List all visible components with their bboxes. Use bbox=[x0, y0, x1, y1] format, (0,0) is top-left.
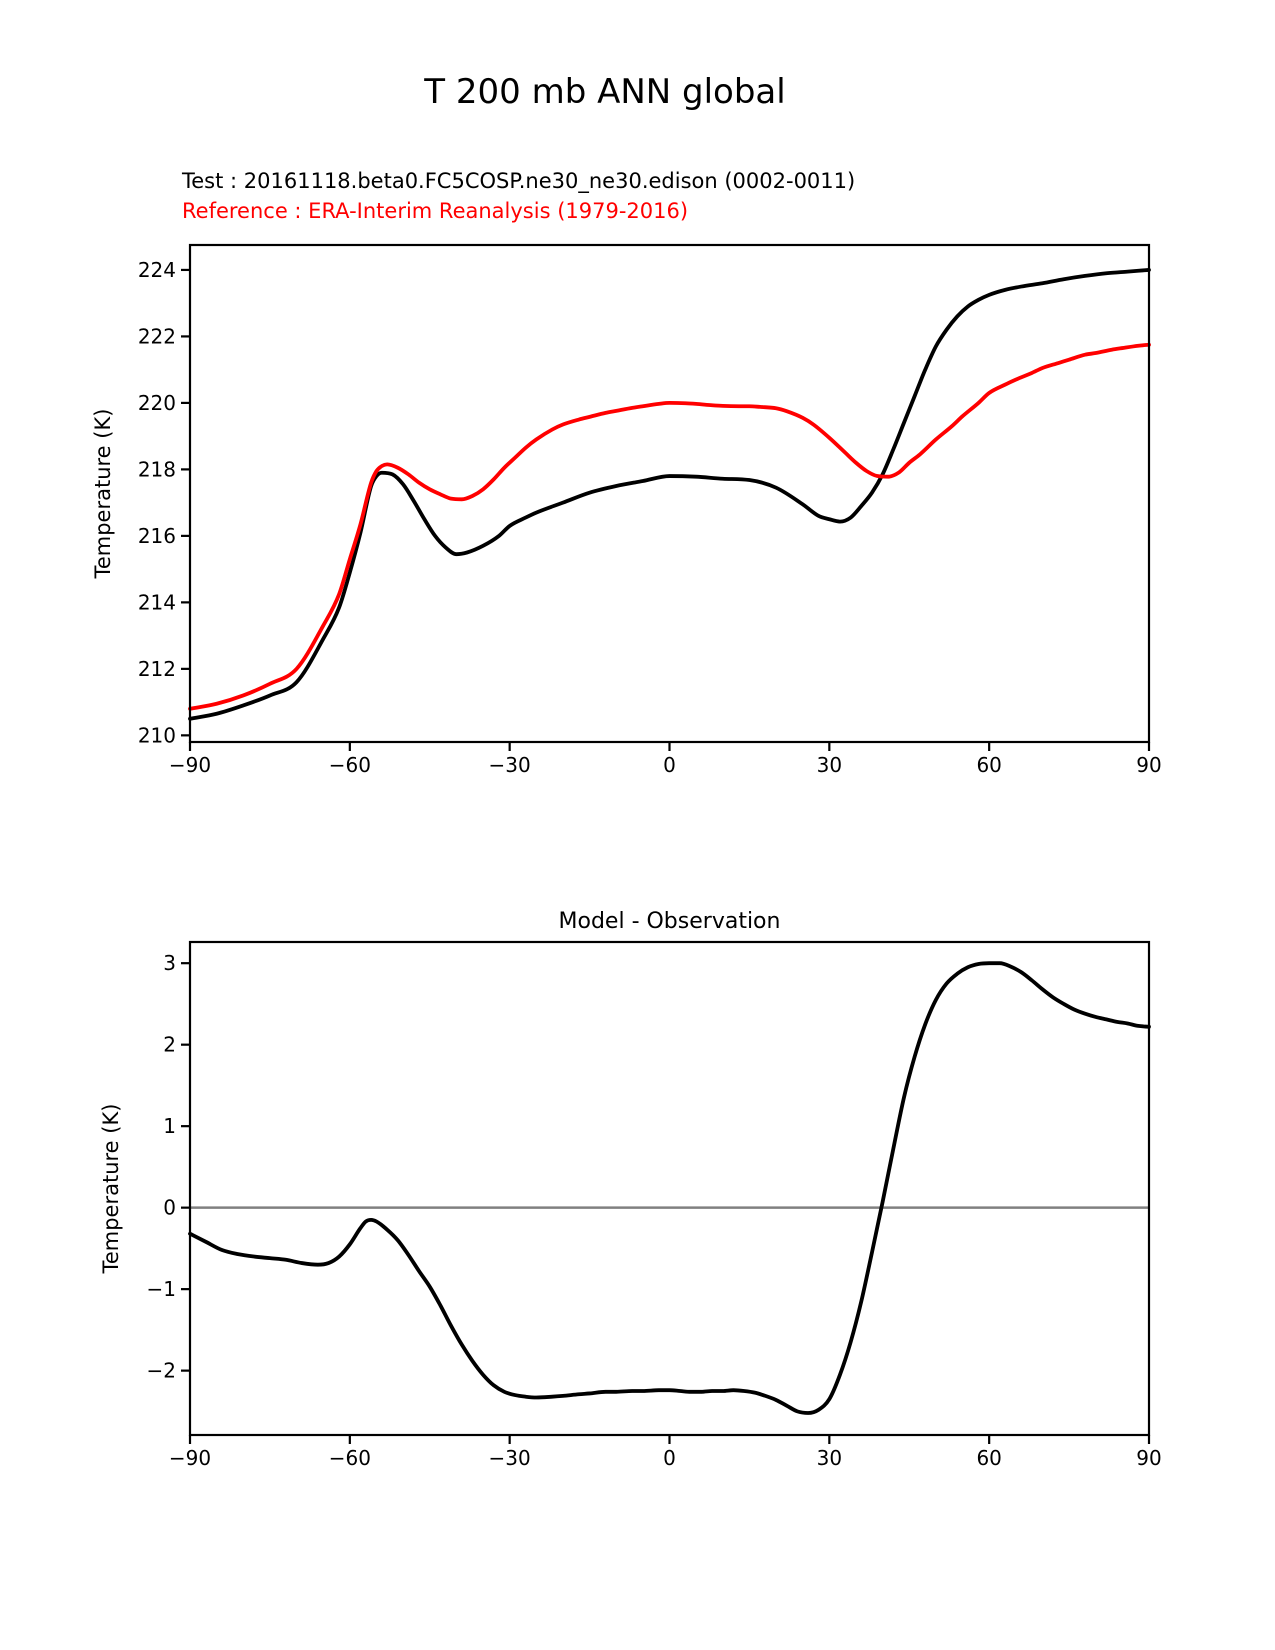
x-tick-label: 0 bbox=[663, 753, 676, 777]
x-tick-label: −60 bbox=[328, 753, 371, 777]
x-tick-label: 60 bbox=[976, 753, 1002, 777]
y-tick-label: 210 bbox=[137, 723, 176, 748]
y-axis-label: Temperature (K) bbox=[91, 408, 115, 579]
chart-title: Model - Observation bbox=[558, 909, 781, 934]
y-axis-label: Temperature (K) bbox=[99, 1103, 123, 1274]
reference-curve bbox=[190, 345, 1149, 709]
x-tick-label: 90 bbox=[1136, 753, 1162, 777]
y-tick-label: 212 bbox=[137, 656, 176, 681]
x-tick-label: −90 bbox=[168, 1446, 212, 1470]
y-tick-label: 218 bbox=[137, 457, 176, 482]
axes-box bbox=[190, 245, 1149, 742]
y-tick-label: 1 bbox=[163, 1114, 176, 1139]
x-tick-label: −60 bbox=[328, 1446, 371, 1470]
y-tick-label: 224 bbox=[137, 257, 176, 282]
page-title: T 200 mb ANN global bbox=[424, 72, 786, 112]
axes-box bbox=[190, 942, 1149, 1435]
reference-annotation: Reference : ERA-Interim Reanalysis (1979-2016) bbox=[182, 199, 689, 223]
difference-curve bbox=[190, 963, 1149, 1413]
y-tick-label: 214 bbox=[137, 590, 176, 615]
test-annotation: Test : 20161118.beta0.FC5COSP.ne30_ne30.edison (0002-0011) bbox=[182, 169, 856, 193]
x-tick-label: −30 bbox=[488, 1446, 531, 1470]
y-tick-label: 3 bbox=[163, 951, 176, 976]
y-tick-label: 220 bbox=[137, 390, 176, 415]
x-tick-label: 0 bbox=[663, 1446, 676, 1470]
y-tick-label: −1 bbox=[146, 1277, 176, 1302]
test-model-curve bbox=[190, 270, 1149, 719]
x-tick-label: 30 bbox=[816, 753, 843, 777]
y-tick-label: 2 bbox=[163, 1032, 176, 1057]
x-tick-label: −90 bbox=[168, 753, 212, 777]
y-tick-label: −2 bbox=[146, 1358, 176, 1383]
x-tick-label: −30 bbox=[488, 753, 531, 777]
y-tick-label: 222 bbox=[137, 324, 176, 349]
y-tick-label: 216 bbox=[137, 523, 176, 548]
y-tick-label: 0 bbox=[163, 1195, 176, 1220]
x-tick-label: 60 bbox=[976, 1446, 1002, 1470]
x-tick-label: 90 bbox=[1136, 1446, 1162, 1470]
x-tick-label: 30 bbox=[816, 1446, 843, 1470]
